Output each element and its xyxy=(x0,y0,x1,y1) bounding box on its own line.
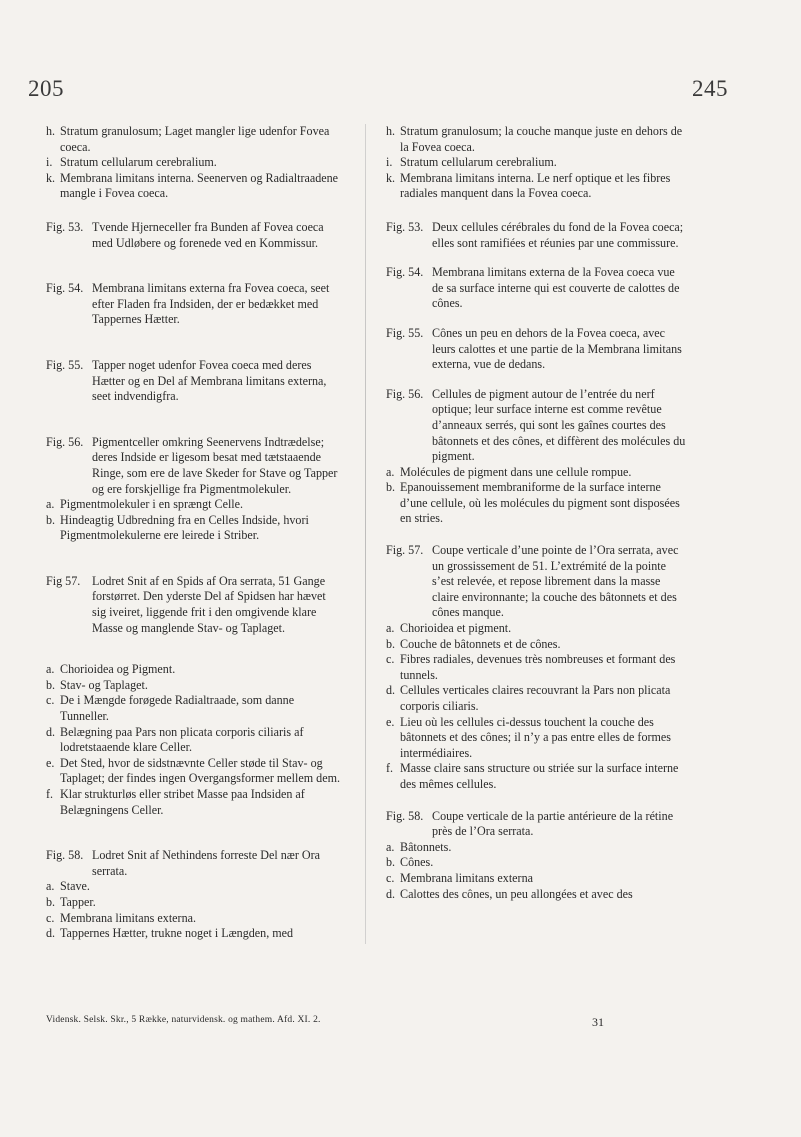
figure-caption-55: Fig. 55. Tapper noget udenfor Fovea coeca med deres Hætter og en Del af Membrana limitans externa, seet indvendigfra. xyxy=(46,357,327,404)
legend-item: b. Epanouissement membraniforme de la surface interne d’une cellule, où les molécules du pigment sont disposées en stries. xyxy=(386,480,680,526)
figure-caption-56: Fig. 56. Cellules de pigment autour de l’entrée du nerf optique; leur surface interne est comme revêtue d’anneaux serrés, qui sont les gaînes courtes des bâtonnets et des cônes, et diffèrent des molécules du pigment. xyxy=(386,386,686,464)
legend-item: b. Tapper. xyxy=(46,894,96,909)
legend-item: a. Chorioidea et pigment. xyxy=(386,621,512,636)
figure-caption-58: Fig. 58. Coupe verticale de la partie antérieure de la rétine près de l’Ora serrata. xyxy=(386,808,674,839)
danish-column xyxy=(46,124,342,960)
french-column xyxy=(386,124,686,920)
figure-caption-54: Fig. 54. Membrana limitans externa fra Fovea coeca, seet efter Fladen fra Indsiden, der er bedækket med Tappernes Hætter. xyxy=(46,281,330,327)
figure-caption-53: Fig. 53. Tvende Hjerneceller fra Bunden af Fovea coeca med Udløbere og forenede ved en Kommissur. xyxy=(46,219,324,250)
legend-item: d. Belægning paa Pars non plicata corporis ciliaris af lodretstaaende klare Celler. xyxy=(46,724,304,755)
legend-item: b. Couche de bâtonnets et de cônes. xyxy=(386,636,561,651)
legend-item: c. Membrana limitans externa. xyxy=(46,910,197,925)
figure-caption-54: Fig. 54. Membrana limitans externa de la Fovea coeca vue de sa surface interne qui est couverte de calottes de cônes. xyxy=(386,265,680,311)
legend-item: b. Cônes. xyxy=(386,855,434,870)
legend-item: c. Membrana limitans externa xyxy=(386,870,533,885)
figure-caption-56: Fig. 56. Pigmentceller omkring Seenervens Indtrædelse; deres Indside er ligesom besat med tætstaaende Ringe, som ere de lave Skeder for Stave og Tapper og ere forskjellige fra Pigmentmolekuler. xyxy=(46,434,338,496)
legend-item: b. Hindeagtig Udbredning fra en Celles Indside, hvori Pigmentmolekulerne ere leirede i Striber. xyxy=(46,512,309,543)
legend-item: a. Stave. xyxy=(46,879,90,894)
figure-caption-53: Fig. 53. Deux cellules cérébrales du fond de la Fovea coeca; elles sont ramifiées et réunies par une commissure. xyxy=(386,219,684,250)
legend-item: c. De i Mængde forøgede Radialtraade, som danne Tunneller. xyxy=(46,693,295,724)
publication-footer: Vidensk. Selsk. Skr., 5 Række, naturvidensk. og mathem. Afd. XI. 2. xyxy=(46,1015,321,1025)
figure-caption-57: Fig 57. Lodret Snit af en Spids af Ora serrata, 51 Gange forstørret. Den yderste Del af Spidsen har hævet sig iveiret, liggende frit i den omgivende klare Masse og manglende Stav- og Taplaget. xyxy=(46,573,326,635)
figure-caption-58: Fig. 58. Lodret Snit af Nethindens forreste Del nær Ora serrata. xyxy=(46,848,321,878)
legend-item: a. Bâtonnets. xyxy=(386,839,452,854)
page-number-right: 245 xyxy=(692,76,728,101)
legend-item: k. Membrana limitans interna. Seenerven og Radialtraadene mangle i Fovea coeca. xyxy=(46,170,339,201)
legend-item: i. Stratum cellularum cerebralium. xyxy=(386,155,557,170)
legend-item: h. Stratum granulosum; Laget mangler lige udenfor Fovea coeca. xyxy=(46,124,330,154)
figure-caption-55: Fig. 55. Cônes un peu en dehors de la Fovea coeca, avec leurs calottes et une partie de la Membrana limitans externa, vue de dedans. xyxy=(386,325,682,372)
legend-item: b. Stav- og Taplaget. xyxy=(46,677,148,692)
legend-item: i. Stratum cellularum cerebralium. xyxy=(46,155,217,170)
legend-item: k. Membrana limitans interna. Le nerf optique et les fibres radiales manquent dans la Fovea coeca. xyxy=(386,170,671,201)
legend-item: d. Tappernes Hætter, trukne noget i Længden, med xyxy=(46,926,294,941)
legend-item: d. Cellules verticales claires recouvrant la Pars non plicata corporis ciliaris. xyxy=(386,683,671,713)
column-divider xyxy=(365,124,366,944)
figure-caption-57: Fig. 57. Coupe verticale d’une pointe de l’Ora serrata, avec un grossissement de 51. L’extrémité de la pointe s’est relevée, et repose librement dans la masse claire environnante; la couche des bâtonnets et des cônes manque. xyxy=(386,543,679,620)
legend-item: f. Masse claire sans structure ou striée sur la surface interne des mêmes cellules. xyxy=(386,761,679,791)
legend-item: a. Pigmentmolekuler i en sprængt Celle. xyxy=(46,497,244,512)
legend-item: d. Calottes des cônes, un peu allongées et avec des xyxy=(386,886,633,901)
legend-item: a. Chorioidea og Pigment. xyxy=(46,662,176,677)
legend-item: a. Molécules de pigment dans une cellule rompue. xyxy=(386,464,632,479)
legend-item: h. Stratum granulosum; la couche manque juste en dehors de la Fovea coeca. xyxy=(386,124,683,154)
page-number-left: 205 xyxy=(28,76,64,101)
legend-item: c. Fibres radiales, devenues très nombreuses et formant des tunnels. xyxy=(386,652,676,682)
signature-mark: 31 xyxy=(592,1015,604,1029)
legend-item: e. Lieu où les cellules ci-dessus touchent la couche des bâtonnets et des cônes; il n’y a pas entre elles de formes intermédiaires. xyxy=(386,714,672,760)
legend-item: e. Det Sted, hvor de sidstnævnte Celler støde til Stav- og Taplaget; der findes ingen Overgangsformer mellem dem. xyxy=(46,755,341,786)
legend-item: f. Klar strukturløs eller stribet Masse paa Indsiden af Belægningens Celler. xyxy=(46,787,305,817)
